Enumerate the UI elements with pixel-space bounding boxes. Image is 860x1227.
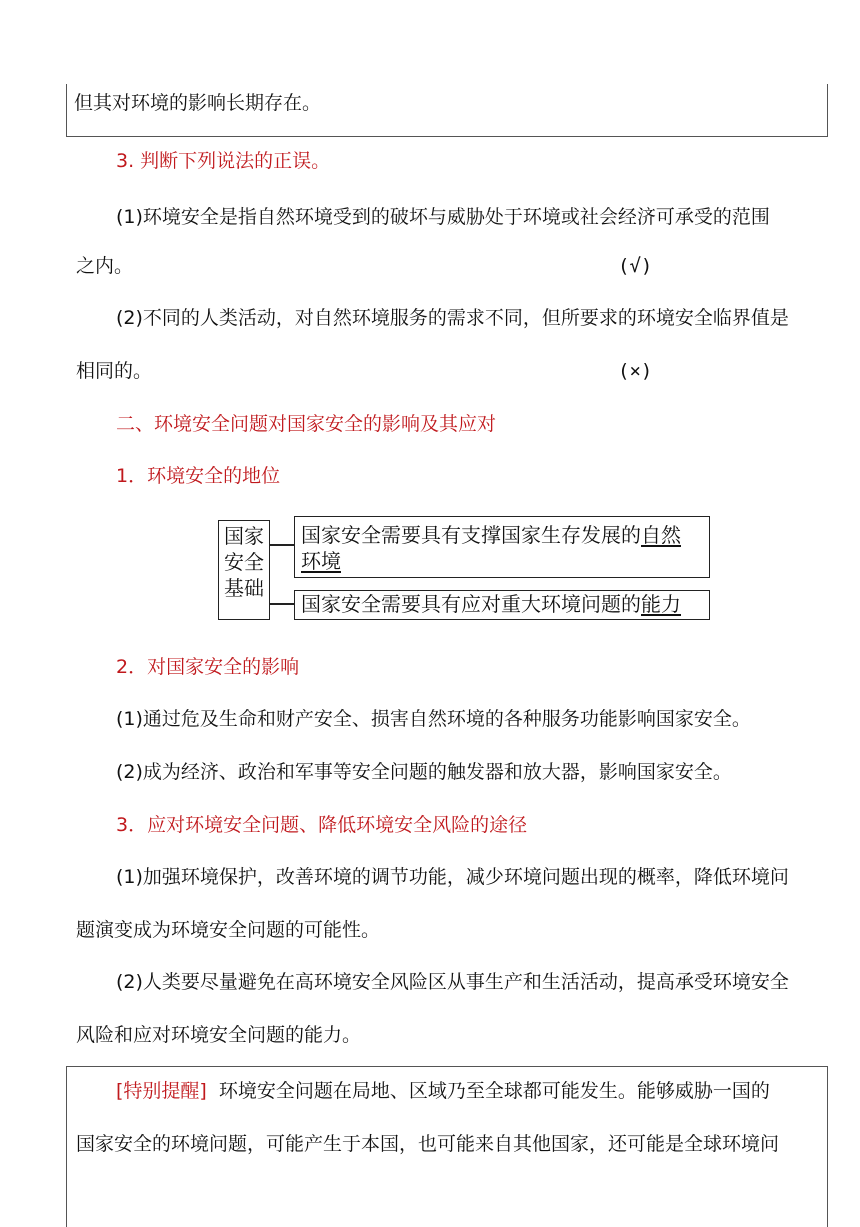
- root-node: [218, 520, 270, 620]
- subheading-impact: 2．对国家安全的影响: [116, 656, 300, 678]
- connector-2: [270, 603, 296, 605]
- way-2-line2: 风险和应对环境安全问题的能力。: [76, 1024, 362, 1046]
- branch-1-text: 国家安全需要具有支撑国家生存发展的: [301, 523, 641, 547]
- note-continuation: 但其对环境的影响长期存在。: [74, 92, 322, 114]
- tip-text-1: 环境安全问题在局地、区域乃至全球都可能发生。能够威胁一国的: [218, 1080, 770, 1102]
- branch-1-keyword: 自然: [641, 523, 681, 547]
- tip-label: [特别提醒]: [116, 1080, 207, 1102]
- statement-1-line1: (1)环境安全是指自然环境受到的破坏与威胁处于环境或社会经济可承受的范围: [116, 206, 770, 228]
- branch-1-keyword-cont: 环境: [301, 549, 341, 573]
- branch-capability: [294, 590, 710, 620]
- branch-2-text: 国家安全需要具有应对重大环境问题的: [301, 592, 641, 616]
- branch-natural-environment: [294, 516, 710, 578]
- subheading-ways: 3．应对环境安全问题、降低环境安全风险的途径: [116, 814, 528, 836]
- tip-line-1: [116, 1079, 770, 1103]
- impact-1: (1)通过危及生命和财产安全、损害自然环境的各种服务功能影响国家安全。: [116, 708, 751, 730]
- statement-1-answer: (√): [618, 255, 653, 277]
- section-2-title: 二、环境安全问题对国家安全的影响及其应对: [116, 413, 497, 435]
- way-2-line1: (2)人类要尽量避免在高环境安全风险区从事生产和生活活动，提高承受环境安全: [116, 971, 789, 993]
- way-1-line1: (1)加强环境保护，改善环境的调节功能，减少环境问题出现的概率，降低环境问: [116, 866, 789, 888]
- statement-2-line1: (2)不同的人类活动，对自然环境服务的需求不同，但所要求的环境安全临界值是: [116, 307, 789, 329]
- tip-line-2: 国家安全的环境问题，可能产生于本国，也可能来自其他国家，还可能是全球环境问: [76, 1133, 780, 1155]
- root-line-3: 基础: [224, 576, 264, 600]
- impact-2: (2)成为经济、政治和军事等安全问题的触发器和放大器，影响国家安全。: [116, 761, 732, 783]
- heading-judge: 3. 判断下列说法的正误。: [116, 150, 331, 172]
- statement-2-answer: (×): [618, 360, 653, 382]
- subheading-status: 1．环境安全的地位: [116, 465, 281, 487]
- way-1-line2: 题演变成为环境安全问题的可能性。: [76, 919, 381, 941]
- security-foundation-diagram: [218, 516, 718, 628]
- root-line-2: 安全: [224, 550, 264, 574]
- statement-1-line2: 之内。: [76, 255, 134, 277]
- root-line-1: 国家: [224, 524, 264, 548]
- branch-2-keyword: 能力: [641, 592, 681, 616]
- statement-2-line2: 相同的。: [76, 360, 153, 382]
- connector-1: [270, 544, 296, 546]
